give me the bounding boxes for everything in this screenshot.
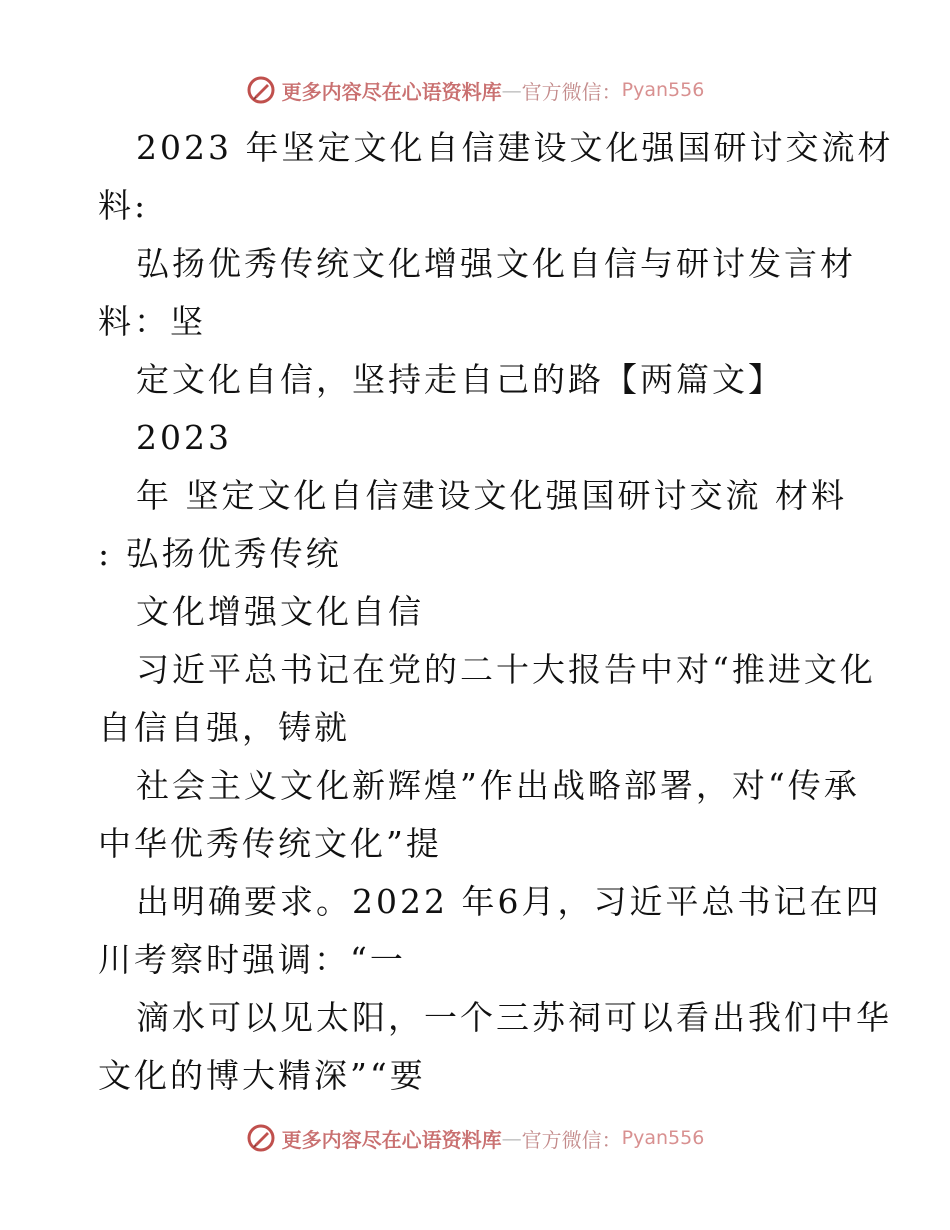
text-line: 滴水可以见太阳，一个三苏祠可以看出我们中华: [136, 998, 892, 1037]
text-line: 自信自强，铸就: [98, 708, 350, 747]
text-line: 弘扬优秀传统文化增强文化自信与研讨发言材: [136, 244, 856, 283]
pen-logo-icon: [246, 75, 276, 105]
text-line: 2023 年坚定文化自信建设文化强国研讨交流材: [136, 128, 894, 167]
text-line: 定文化自信，坚持走自己的路【两篇文】: [136, 360, 784, 399]
pen-logo-icon: [246, 1123, 276, 1153]
text-line: 出明确要求。2022 年6月，习近平总书记在四: [136, 882, 882, 921]
text-line: 中华优秀传统文化”提: [98, 824, 442, 863]
watermark-wechat-id: Pyan556: [621, 79, 705, 101]
document-body: [98, 119, 894, 1105]
text-line: 文化增强文化自信: [136, 592, 424, 631]
watermark-wechat-id: Pyan556: [621, 1127, 705, 1149]
text-line: 文化的博大精深”“要: [98, 1056, 426, 1095]
text-line: 习近平总书记在党的二十大报告中对“推进文化: [136, 650, 876, 689]
watermark-brand: 更多内容尽在心语资料库: [281, 79, 502, 104]
text-line: : 弘扬优秀传统: [98, 534, 342, 573]
text-line: 料:: [98, 186, 149, 225]
text-line: 2023: [136, 418, 232, 457]
text-line: 年 坚定文化自信建设文化强国研讨交流 材料: [136, 476, 847, 515]
watermark-header: [0, 72, 950, 108]
watermark-wechat-label: 官方微信：: [521, 79, 622, 104]
watermark-brand: 更多内容尽在心语资料库: [281, 1127, 502, 1152]
text-line: 料：坚: [98, 302, 206, 341]
watermark-dash: —: [501, 1126, 522, 1150]
watermark-dash: —: [501, 78, 522, 102]
watermark-wechat-label: 官方微信：: [521, 1127, 622, 1152]
text-line: 川考察时强调：“一: [98, 940, 406, 979]
text-line: 社会主义文化新辉煌”作出战略部署，对“传承: [136, 766, 860, 805]
watermark-footer: [0, 1120, 950, 1156]
